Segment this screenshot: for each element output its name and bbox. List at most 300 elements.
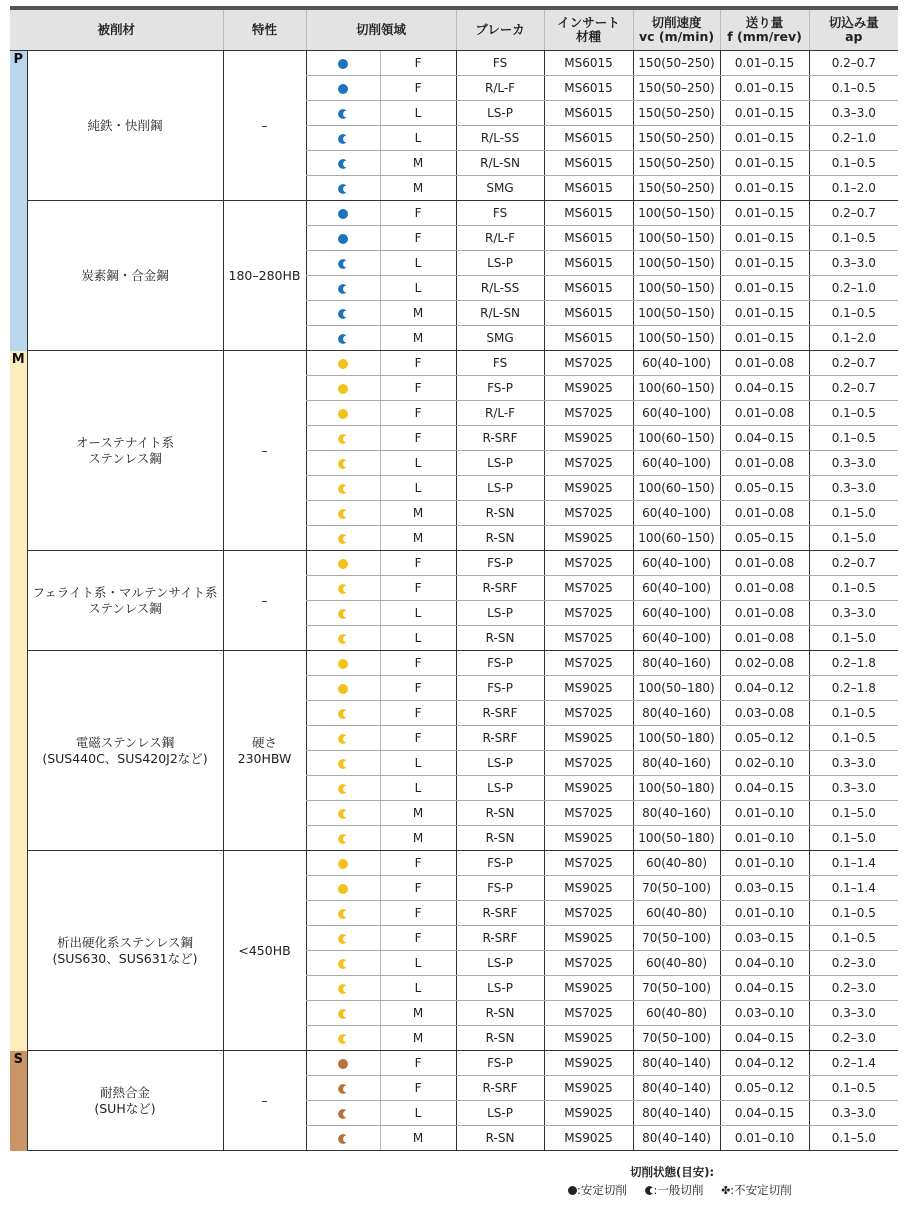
- depth-of-cut: 0.2–1.0: [809, 276, 898, 301]
- cutting-status: [306, 901, 380, 926]
- cutting-region: F: [380, 901, 456, 926]
- feed-rate: 0.01–0.08: [720, 601, 809, 626]
- cutting-region: M: [380, 176, 456, 201]
- cutting-speed: 100(50–150): [633, 326, 720, 351]
- cutting-region: L: [380, 626, 456, 651]
- breaker: R/L-F: [456, 76, 544, 101]
- cutting-speed: 80(40–140): [633, 1101, 720, 1126]
- cutting-status: [306, 751, 380, 776]
- breaker: R-SN: [456, 501, 544, 526]
- cutting-status: [306, 551, 380, 576]
- full-circle-icon: [338, 209, 348, 219]
- cutting-speed: 100(50–180): [633, 726, 720, 751]
- iso-class-band: S: [10, 1051, 27, 1151]
- depth-of-cut: 0.2–3.0: [809, 976, 898, 1001]
- full-circle-icon: [338, 859, 348, 869]
- cutting-speed: 60(40–100): [633, 501, 720, 526]
- full-circle-icon: [338, 884, 348, 894]
- notched-circle-icon: [338, 634, 348, 644]
- cutting-status: [306, 126, 380, 151]
- breaker: R/L-SS: [456, 126, 544, 151]
- notched-circle-icon: [338, 609, 348, 619]
- cutting-speed: 80(40–140): [633, 1076, 720, 1101]
- cutting-region: F: [380, 701, 456, 726]
- cutting-region: M: [380, 501, 456, 526]
- notched-circle-icon: [338, 1009, 348, 1019]
- full-circle-icon: [338, 84, 348, 94]
- full-circle-icon: [338, 659, 348, 669]
- feed-rate: 0.01–0.08: [720, 401, 809, 426]
- feed-rate: 0.01–0.08: [720, 351, 809, 376]
- cutting-speed: 100(60–150): [633, 376, 720, 401]
- insert-grade: MS6015: [544, 176, 633, 201]
- notched-circle-icon: [338, 1084, 348, 1094]
- breaker: R-SRF: [456, 726, 544, 751]
- cutting-speed: 100(50–150): [633, 276, 720, 301]
- material-name: 電磁ステンレス鋼 (SUS440C、SUS420J2など): [27, 651, 223, 851]
- cutting-speed: 60(40–100): [633, 451, 720, 476]
- cutting-status: [306, 626, 380, 651]
- breaker: LS-P: [456, 251, 544, 276]
- insert-grade: MS6015: [544, 251, 633, 276]
- cutting-region: L: [380, 601, 456, 626]
- cutting-speed: 150(50–250): [633, 101, 720, 126]
- depth-of-cut: 0.2–1.0: [809, 126, 898, 151]
- header-grade: インサート 材種: [544, 10, 633, 51]
- feed-rate: 0.04–0.15: [720, 426, 809, 451]
- insert-grade: MS6015: [544, 201, 633, 226]
- cutting-region: F: [380, 726, 456, 751]
- notched-circle-icon: [338, 834, 348, 844]
- insert-grade: MS7025: [544, 501, 633, 526]
- insert-grade: MS9025: [544, 876, 633, 901]
- depth-of-cut: 0.1–2.0: [809, 176, 898, 201]
- feed-rate: 0.05–0.12: [720, 726, 809, 751]
- breaker: R/L-F: [456, 226, 544, 251]
- cutting-region: M: [380, 151, 456, 176]
- cutting-region: F: [380, 76, 456, 101]
- material-name: 炭素鋼・合金鋼: [27, 201, 223, 351]
- notched-circle-icon: [645, 1186, 654, 1195]
- full-circle-icon: [338, 359, 348, 369]
- cutting-status: [306, 826, 380, 851]
- cutting-speed: 60(40–80): [633, 1001, 720, 1026]
- cutting-region: L: [380, 126, 456, 151]
- insert-grade: MS7025: [544, 1001, 633, 1026]
- cutting-region: M: [380, 526, 456, 551]
- breaker: R-SRF: [456, 901, 544, 926]
- material-name: オーステナイト系 ステンレス鋼: [27, 351, 223, 551]
- depth-of-cut: 0.3–3.0: [809, 601, 898, 626]
- cutting-status: [306, 701, 380, 726]
- feed-rate: 0.01–0.10: [720, 801, 809, 826]
- cutting-status: [306, 1076, 380, 1101]
- table-row: [10, 1051, 898, 1076]
- feed-rate: 0.01–0.08: [720, 626, 809, 651]
- depth-of-cut: 0.1–5.0: [809, 626, 898, 651]
- iso-class-band: P: [10, 51, 27, 351]
- cutting-status: [306, 876, 380, 901]
- feed-rate: 0.04–0.15: [720, 776, 809, 801]
- feed-rate: 0.04–0.15: [720, 1026, 809, 1051]
- feed-rate: 0.04–0.10: [720, 951, 809, 976]
- insert-grade: MS6015: [544, 101, 633, 126]
- feed-rate: 0.04–0.12: [720, 676, 809, 701]
- cutting-speed: 80(40–160): [633, 751, 720, 776]
- feed-rate: 0.01–0.10: [720, 826, 809, 851]
- feed-rate: 0.04–0.15: [720, 1101, 809, 1126]
- cutting-speed: 100(50–150): [633, 301, 720, 326]
- notched-circle-icon: [338, 784, 348, 794]
- feed-rate: 0.02–0.08: [720, 651, 809, 676]
- feed-rate: 0.03–0.08: [720, 701, 809, 726]
- insert-grade: MS6015: [544, 326, 633, 351]
- breaker: R-SRF: [456, 701, 544, 726]
- insert-grade: MS7025: [544, 851, 633, 876]
- cutting-region: L: [380, 276, 456, 301]
- insert-grade: MS9025: [544, 526, 633, 551]
- depth-of-cut: 0.1–5.0: [809, 1126, 898, 1151]
- cutting-status: [306, 676, 380, 701]
- depth-of-cut: 0.2–1.4: [809, 1051, 898, 1076]
- breaker: FS-P: [456, 1051, 544, 1076]
- notched-circle-icon: [338, 709, 348, 719]
- insert-grade: MS9025: [544, 1101, 633, 1126]
- insert-grade: MS7025: [544, 451, 633, 476]
- cutting-status: [306, 351, 380, 376]
- cutting-region: L: [380, 776, 456, 801]
- insert-grade: MS7025: [544, 951, 633, 976]
- notched-circle-icon: [338, 259, 348, 269]
- notched-circle-icon: [338, 534, 348, 544]
- cutting-region: L: [380, 101, 456, 126]
- depth-of-cut: 0.1–0.5: [809, 151, 898, 176]
- table-row: [10, 51, 898, 76]
- notched-circle-icon: [338, 909, 348, 919]
- insert-grade: MS6015: [544, 151, 633, 176]
- feed-rate: 0.01–0.15: [720, 151, 809, 176]
- depth-of-cut: 0.1–0.5: [809, 926, 898, 951]
- feed-rate: 0.01–0.10: [720, 851, 809, 876]
- insert-grade: MS7025: [544, 401, 633, 426]
- header-property: 特性: [223, 10, 306, 51]
- cutting-region: M: [380, 1001, 456, 1026]
- cutting-speed: 150(50–250): [633, 76, 720, 101]
- cutting-status: [306, 326, 380, 351]
- cutting-region: L: [380, 976, 456, 1001]
- cutting-region: M: [380, 826, 456, 851]
- breaker: FS-P: [456, 876, 544, 901]
- cutting-status: [306, 1051, 380, 1076]
- breaker: FS-P: [456, 676, 544, 701]
- feed-rate: 0.01–0.15: [720, 176, 809, 201]
- cutting-region: F: [380, 1076, 456, 1101]
- breaker: FS-P: [456, 376, 544, 401]
- cutting-status: [306, 176, 380, 201]
- depth-of-cut: 0.2–1.8: [809, 676, 898, 701]
- header-feed: 送り量 f (mm/rev): [720, 10, 809, 51]
- depth-of-cut: 0.2–0.7: [809, 551, 898, 576]
- feed-rate: 0.01–0.15: [720, 126, 809, 151]
- cutting-status: [306, 301, 380, 326]
- breaker: R/L-F: [456, 401, 544, 426]
- table-body: [10, 51, 898, 1151]
- cutting-region: F: [380, 376, 456, 401]
- table-row: [10, 651, 898, 676]
- depth-of-cut: 0.2–0.7: [809, 51, 898, 76]
- cutting-speed: 60(40–100): [633, 551, 720, 576]
- legend-items: [568, 1182, 806, 1198]
- cutting-region: L: [380, 451, 456, 476]
- cutting-status: [306, 101, 380, 126]
- full-circle-icon: [338, 409, 348, 419]
- cutting-region: L: [380, 251, 456, 276]
- material-property: <450HB: [223, 851, 306, 1051]
- header-material: 被削材: [10, 10, 223, 51]
- insert-grade: MS9025: [544, 426, 633, 451]
- feed-rate: 0.03–0.15: [720, 876, 809, 901]
- cutting-region: F: [380, 351, 456, 376]
- header-region: 切削領域: [306, 10, 456, 51]
- legend-title: 切削状態(目安):: [630, 1165, 715, 1179]
- cutting-speed: 60(40–80): [633, 951, 720, 976]
- breaker: FS-P: [456, 551, 544, 576]
- insert-grade: MS6015: [544, 51, 633, 76]
- cutting-status: [306, 251, 380, 276]
- breaker: FS-P: [456, 851, 544, 876]
- feed-rate: 0.01–0.08: [720, 501, 809, 526]
- cutting-speed: 100(50–150): [633, 226, 720, 251]
- breaker: FS: [456, 201, 544, 226]
- breaker: LS-P: [456, 776, 544, 801]
- breaker: R-SRF: [456, 926, 544, 951]
- depth-of-cut: 0.1–0.5: [809, 701, 898, 726]
- cutting-speed: 60(40–100): [633, 401, 720, 426]
- notched-circle-icon: [338, 309, 348, 319]
- insert-grade: MS7025: [544, 701, 633, 726]
- cutting-status: [306, 576, 380, 601]
- feed-rate: 0.02–0.10: [720, 751, 809, 776]
- cutting-speed: 80(40–140): [633, 1051, 720, 1076]
- insert-grade: MS7025: [544, 551, 633, 576]
- notched-circle-icon: [338, 134, 348, 144]
- breaker: LS-P: [456, 1101, 544, 1126]
- breaker: FS: [456, 351, 544, 376]
- insert-grade: MS9025: [544, 726, 633, 751]
- insert-grade: MS7025: [544, 576, 633, 601]
- depth-of-cut: 0.3–3.0: [809, 101, 898, 126]
- cutting-status: [306, 1026, 380, 1051]
- breaker: R/L-SS: [456, 276, 544, 301]
- cutting-speed: 80(40–160): [633, 651, 720, 676]
- cutting-speed: 80(40–160): [633, 701, 720, 726]
- notched-circle-icon: [338, 159, 348, 169]
- legend-unstable: ✤:不安定切削: [721, 1183, 792, 1197]
- notched-circle-icon: [338, 734, 348, 744]
- cutting-speed: 100(60–150): [633, 526, 720, 551]
- cutting-speed: 150(50–250): [633, 126, 720, 151]
- cutting-speed: 100(60–150): [633, 476, 720, 501]
- feed-rate: 0.01–0.08: [720, 451, 809, 476]
- breaker: R-SN: [456, 1001, 544, 1026]
- insert-grade: MS9025: [544, 376, 633, 401]
- breaker: FS: [456, 51, 544, 76]
- header-row: [10, 10, 898, 51]
- insert-grade: MS9025: [544, 826, 633, 851]
- cutting-status: [306, 1126, 380, 1151]
- feed-rate: 0.01–0.15: [720, 326, 809, 351]
- feed-rate: 0.05–0.15: [720, 476, 809, 501]
- full-circle-icon: [338, 684, 348, 694]
- breaker: R-SRF: [456, 1076, 544, 1101]
- insert-grade: MS6015: [544, 226, 633, 251]
- insert-grade: MS9025: [544, 926, 633, 951]
- cutting-speed: 70(50–100): [633, 876, 720, 901]
- feed-rate: 0.01–0.08: [720, 551, 809, 576]
- cutting-speed: 150(50–250): [633, 51, 720, 76]
- notched-circle-icon: [338, 759, 348, 769]
- cutting-status: [306, 726, 380, 751]
- cutting-conditions-table: [10, 10, 898, 1151]
- depth-of-cut: 0.1–1.4: [809, 876, 898, 901]
- breaker: R/L-SN: [456, 301, 544, 326]
- cutting-region: L: [380, 1101, 456, 1126]
- material-property: 180–280HB: [223, 201, 306, 351]
- notched-circle-icon: [338, 434, 348, 444]
- depth-of-cut: 0.3–3.0: [809, 776, 898, 801]
- cutting-region: F: [380, 426, 456, 451]
- material-name: 耐熱合金 (SUHなど): [27, 1051, 223, 1151]
- cutting-status: [306, 526, 380, 551]
- cutting-speed: 60(40–100): [633, 351, 720, 376]
- insert-grade: MS7025: [544, 751, 633, 776]
- feed-rate: 0.01–0.10: [720, 901, 809, 926]
- cutting-region: F: [380, 201, 456, 226]
- cutting-status: [306, 451, 380, 476]
- cutting-speed: 100(50–180): [633, 776, 720, 801]
- cutting-region: M: [380, 1126, 456, 1151]
- breaker: R-SN: [456, 626, 544, 651]
- cutting-speed: 150(50–250): [633, 151, 720, 176]
- cutting-status: [306, 226, 380, 251]
- full-circle-icon: [338, 384, 348, 394]
- cutting-status: [306, 1001, 380, 1026]
- cutting-status: [306, 1101, 380, 1126]
- header-breaker: ブレーカ: [456, 10, 544, 51]
- cutting-speed: 80(40–140): [633, 1126, 720, 1151]
- breaker: LS-P: [456, 751, 544, 776]
- full-circle-icon: [568, 1186, 577, 1195]
- breaker: LS-P: [456, 601, 544, 626]
- depth-of-cut: 0.1–0.5: [809, 401, 898, 426]
- cutting-status: [306, 951, 380, 976]
- table-row: [10, 551, 898, 576]
- breaker: R-SN: [456, 826, 544, 851]
- cutting-region: F: [380, 576, 456, 601]
- notched-circle-icon: [338, 1134, 348, 1144]
- insert-grade: MS9025: [544, 1051, 633, 1076]
- material-property: –: [223, 51, 306, 201]
- depth-of-cut: 0.1–5.0: [809, 826, 898, 851]
- notched-circle-icon: [338, 284, 348, 294]
- depth-of-cut: 0.1–0.5: [809, 301, 898, 326]
- cutting-speed: 100(60–150): [633, 426, 720, 451]
- full-circle-icon: [338, 59, 348, 69]
- breaker: R-SN: [456, 1026, 544, 1051]
- breaker: LS-P: [456, 101, 544, 126]
- legend-stable: :安定切削: [568, 1183, 627, 1197]
- notched-circle-icon: [338, 1109, 348, 1119]
- insert-grade: MS9025: [544, 1026, 633, 1051]
- insert-grade: MS9025: [544, 476, 633, 501]
- notched-circle-icon: [338, 334, 348, 344]
- depth-of-cut: 0.2–1.8: [809, 651, 898, 676]
- feed-rate: 0.01–0.15: [720, 226, 809, 251]
- breaker: R-SN: [456, 1126, 544, 1151]
- depth-of-cut: 0.1–5.0: [809, 526, 898, 551]
- feed-rate: 0.01–0.15: [720, 201, 809, 226]
- notched-circle-icon: [338, 959, 348, 969]
- cutting-speed: 100(50–150): [633, 251, 720, 276]
- insert-grade: MS6015: [544, 301, 633, 326]
- legend-general: :一般切削: [645, 1183, 704, 1197]
- depth-of-cut: 0.3–3.0: [809, 476, 898, 501]
- notched-circle-icon: [338, 809, 348, 819]
- fan-icon: ✤: [721, 1184, 731, 1197]
- material-property: –: [223, 1051, 306, 1151]
- depth-of-cut: 0.1–0.5: [809, 1076, 898, 1101]
- cutting-region: F: [380, 401, 456, 426]
- depth-of-cut: 0.1–1.4: [809, 851, 898, 876]
- iso-class-band: M: [10, 351, 27, 1051]
- depth-of-cut: 0.3–3.0: [809, 1001, 898, 1026]
- cutting-region: F: [380, 651, 456, 676]
- notched-circle-icon: [338, 184, 348, 194]
- insert-grade: MS9025: [544, 776, 633, 801]
- cutting-speed: 60(40–100): [633, 626, 720, 651]
- notched-circle-icon: [338, 584, 348, 594]
- cutting-status: [306, 401, 380, 426]
- insert-grade: MS9025: [544, 1126, 633, 1151]
- breaker: LS-P: [456, 951, 544, 976]
- full-circle-icon: [338, 1059, 348, 1069]
- cutting-status: [306, 976, 380, 1001]
- breaker: SMG: [456, 326, 544, 351]
- depth-of-cut: 0.1–0.5: [809, 576, 898, 601]
- cutting-speed: 100(50–180): [633, 826, 720, 851]
- depth-of-cut: 0.2–3.0: [809, 951, 898, 976]
- depth-of-cut: 0.1–0.5: [809, 726, 898, 751]
- cutting-region: F: [380, 551, 456, 576]
- feed-rate: 0.05–0.12: [720, 1076, 809, 1101]
- breaker: LS-P: [456, 976, 544, 1001]
- insert-grade: MS6015: [544, 76, 633, 101]
- cutting-speed: 100(50–180): [633, 676, 720, 701]
- depth-of-cut: 0.2–3.0: [809, 1026, 898, 1051]
- cutting-region: F: [380, 51, 456, 76]
- table-row: [10, 851, 898, 876]
- cutting-status: [306, 376, 380, 401]
- breaker: R-SRF: [456, 576, 544, 601]
- insert-grade: MS7025: [544, 901, 633, 926]
- insert-grade: MS7025: [544, 601, 633, 626]
- header-depth: 切込み量 ap: [809, 10, 898, 51]
- insert-grade: MS7025: [544, 801, 633, 826]
- cutting-status: [306, 926, 380, 951]
- cutting-region: M: [380, 326, 456, 351]
- material-name: 析出硬化系ステンレス鋼 (SUS630、SUS631など): [27, 851, 223, 1051]
- cutting-region: L: [380, 951, 456, 976]
